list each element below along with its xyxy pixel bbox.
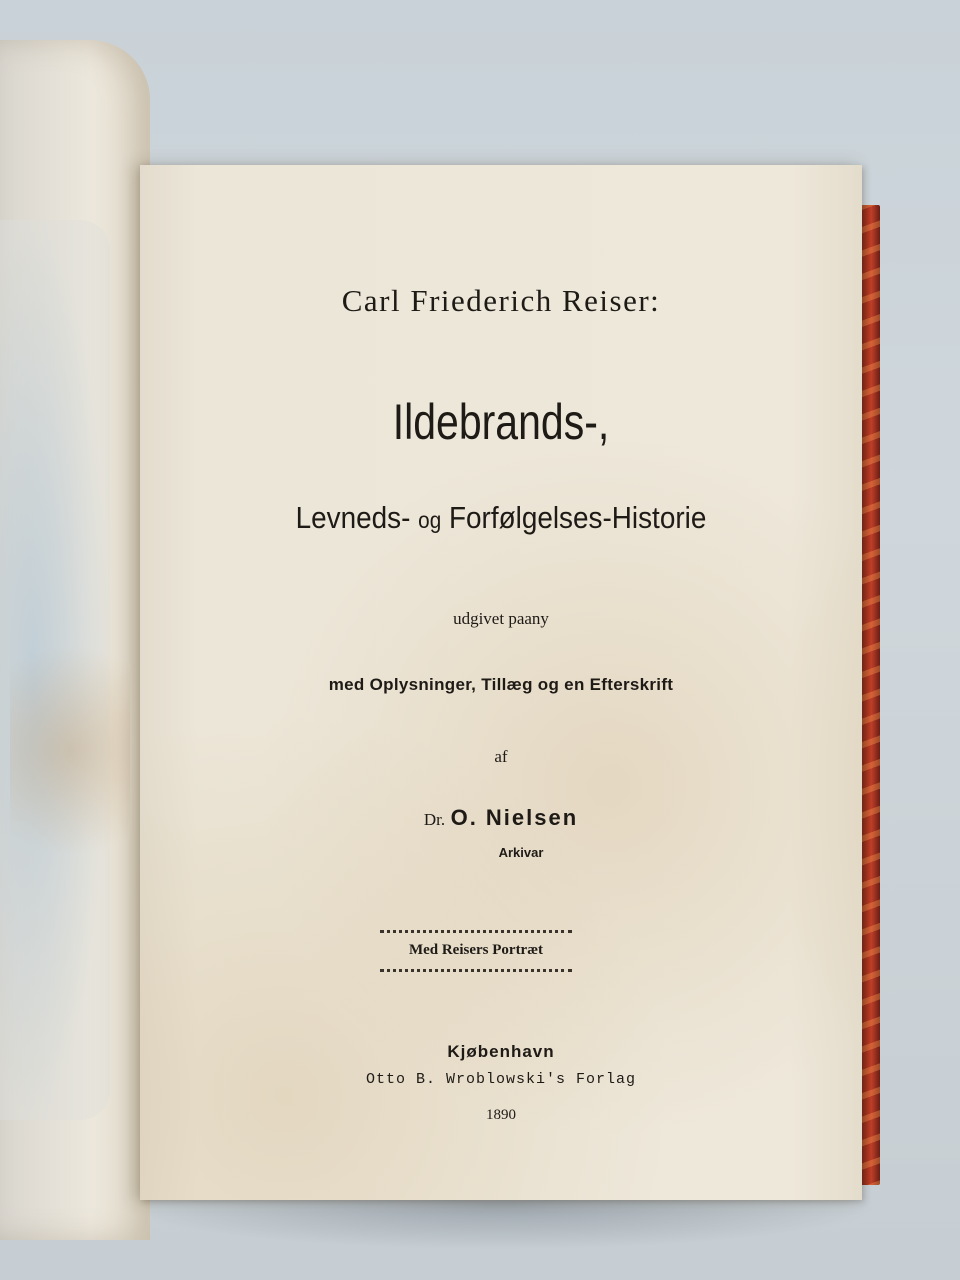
- editor-name: O. Nielsen: [450, 805, 579, 830]
- subtitle-part2: Forfølgelses-Historie: [448, 500, 707, 535]
- foxing-stain: [10, 600, 130, 900]
- editor-role: Arkivar: [498, 845, 544, 860]
- publication-year: 1890: [486, 1107, 516, 1123]
- left-page-tissue-guard: [0, 40, 150, 1240]
- book-subtitle: [176, 500, 826, 536]
- publication-place: Kjøbenhavn: [447, 1042, 555, 1061]
- subtitle-part1: Levneds-: [295, 500, 411, 535]
- subtitle-connector: og: [418, 507, 442, 533]
- editor-prefix: Dr.: [423, 810, 446, 829]
- editor-line: [140, 805, 862, 831]
- title-page: [140, 165, 862, 1200]
- book-title: Ildebrands-,: [392, 394, 610, 450]
- author-line: Carl Friederich Reiser:: [341, 283, 661, 318]
- publisher: Otto B. Wroblowski's Forlag: [365, 1071, 637, 1088]
- portrait-note: Med Reisers Portræt: [408, 942, 544, 958]
- additions-line: med Oplysninger, Tillæg og en Efterskrift: [328, 675, 674, 694]
- by-line: af: [494, 747, 508, 766]
- portrait-note-box: [380, 930, 572, 972]
- edition-note: udgivet paany: [453, 609, 549, 628]
